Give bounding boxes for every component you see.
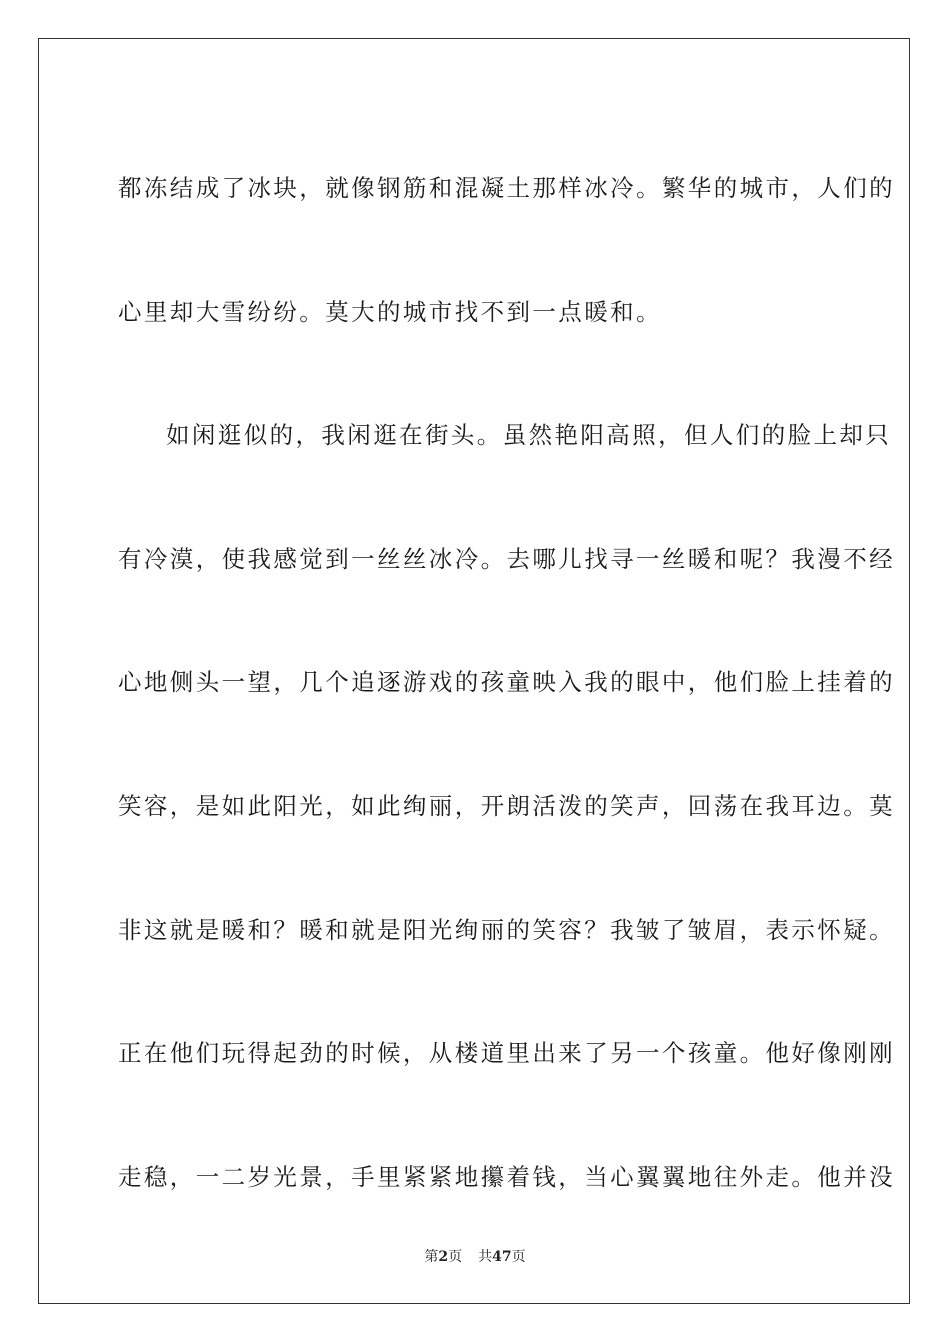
total-pages-number: 47 — [492, 1249, 512, 1265]
text-line-3-paragraph-start: 如闲逛似的，我闲逛在街头。虽然艳阳高照，但人们的脸上却只 — [166, 421, 892, 450]
total-suffix: 页 — [511, 1249, 526, 1265]
current-page-number: 2 — [438, 1249, 449, 1265]
text-line-1: 都冻结成了冰块，就像钢筋和混凝土那样冰冷。繁华的城市，人们的 — [118, 174, 895, 202]
text-line-2: 心里却大雪纷纷。莫大的城市找不到一点暖和。 — [118, 297, 662, 326]
total-prefix: 共 — [478, 1249, 493, 1265]
text-line-8: 正在他们玩得起劲的时候，从楼道里出来了另一个孩童。他好像刚刚 — [118, 1039, 895, 1068]
page-indicator — [424, 1249, 462, 1265]
page-footer — [0, 1246, 950, 1266]
text-line-5: 心地侧头一望，几个追逐游戏的孩童映入我的眼中，他们脸上挂着的 — [118, 668, 895, 697]
page-suffix: 页 — [448, 1249, 463, 1265]
document-body — [118, 127, 895, 1239]
total-indicator — [478, 1249, 525, 1265]
text-line-4: 有冷漠，使我感觉到一丝丝冰冷。去哪儿找寻一丝暖和呢？我漫不经 — [118, 544, 895, 573]
text-line-9: 走稳，一二岁光景，手里紧紧地攥着钱，当心翼翼地往外走。他并没 — [118, 1162, 895, 1191]
page-prefix: 第 — [424, 1249, 439, 1265]
text-line-7: 非这就是暖和？暖和就是阳光绚丽的笑容？我皱了皱眉，表示怀疑。 — [118, 915, 895, 944]
text-line-6: 笑容，是如此阳光，如此绚丽，开朗活泼的笑声，回荡在我耳边。莫 — [118, 791, 895, 820]
